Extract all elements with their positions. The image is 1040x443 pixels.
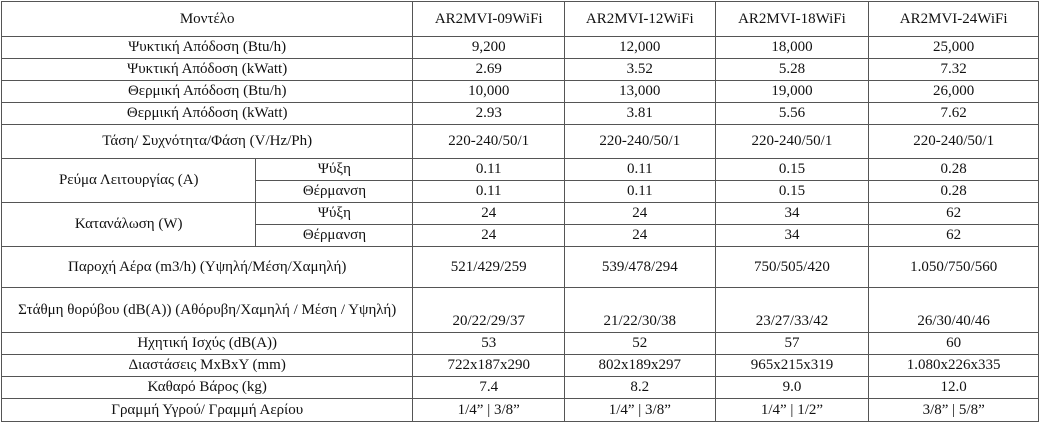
table-row-cooling-kw [2, 59, 1039, 81]
table-row-noise [2, 288, 1039, 333]
cell-value: 57 [715, 333, 869, 355]
cell-value: 5.28 [715, 59, 869, 81]
row-label: Θερμική Απόδοση (Btu/h) [2, 81, 413, 103]
table-row-heating-kw [2, 103, 1039, 125]
table-row-weight [2, 377, 1039, 399]
model-name: AR2MVI-12WiFi [565, 2, 716, 37]
cell-value: 0.15 [715, 181, 869, 203]
sub-label: Θέρμανση [256, 181, 413, 203]
cell-value: 24 [413, 203, 565, 225]
row-label: Ψυκτική Απόδοση (Btu/h) [2, 37, 413, 59]
cell-value: 24 [565, 225, 716, 247]
cell-value: 24 [413, 225, 565, 247]
cell-value: 1.080x226x335 [869, 355, 1039, 377]
table-row-dimensions [2, 355, 1039, 377]
model-name: AR2MVI-18WiFi [715, 2, 869, 37]
cell-value: 750/505/420 [715, 247, 869, 288]
cell-value: 9.0 [715, 377, 869, 399]
cell-value: 26/30/40/46 [869, 288, 1039, 333]
cell-value: 521/429/259 [413, 247, 565, 288]
cell-value: 12,000 [565, 37, 716, 59]
sub-label: Ψύξη [256, 159, 413, 181]
cell-value: 965x215x319 [715, 355, 869, 377]
cell-value: 802x189x297 [565, 355, 716, 377]
row-label: Ηχητική Ισχύς (dB(A)) [2, 333, 413, 355]
cell-value: 26,000 [869, 81, 1039, 103]
row-label: Τάση/ Συχνότητα/Φάση (V/Hz/Ph) [2, 125, 413, 159]
table-row-piping [2, 399, 1039, 422]
cell-value: 53 [413, 333, 565, 355]
row-label: Κατανάλωση (W) [2, 203, 256, 247]
header-row [2, 2, 1039, 37]
cell-value: 0.15 [715, 159, 869, 181]
cell-value: 19,000 [715, 81, 869, 103]
row-label: Θερμική Απόδοση (kWatt) [2, 103, 413, 125]
cell-value: 23/27/33/42 [715, 288, 869, 333]
cell-value: 2.69 [413, 59, 565, 81]
cell-value: 13,000 [565, 81, 716, 103]
cell-value: 3.81 [565, 103, 716, 125]
table-row-voltage [2, 125, 1039, 159]
cell-value: 8.2 [565, 377, 716, 399]
cell-value: 0.11 [413, 181, 565, 203]
cell-value: 7.32 [869, 59, 1039, 81]
row-label: Καθαρό Βάρος (kg) [2, 377, 413, 399]
cell-value: 7.4 [413, 377, 565, 399]
table-row-cooling-btu [2, 37, 1039, 59]
cell-value: 0.28 [869, 159, 1039, 181]
sub-label: Θέρμανση [256, 225, 413, 247]
cell-value: 18,000 [715, 37, 869, 59]
cell-value: 12.0 [869, 377, 1039, 399]
row-label: Γραμμή Υγρού/ Γραμμή Αερίου [2, 399, 413, 422]
row-label: Παροχή Αέρα (m3/h) (Υψηλή/Μέση/Χαμηλή) [2, 247, 413, 288]
model-header-label: Μοντέλο [2, 2, 413, 37]
table-row-current-cooling [2, 159, 1039, 181]
row-label: Διαστάσεις ΜxΒxΥ (mm) [2, 355, 413, 377]
table-row-sound-power [2, 333, 1039, 355]
table-row-airflow [2, 247, 1039, 288]
cell-value: 3.52 [565, 59, 716, 81]
cell-value: 220-240/50/1 [413, 125, 565, 159]
cell-value: 1/4” | 3/8” [413, 399, 565, 422]
cell-value: 0.11 [565, 181, 716, 203]
cell-value: 2.93 [413, 103, 565, 125]
row-label: Στάθμη θορύβου (dB(A)) (Αθόρυβη/Χαμηλή / Μέση / Υψηλή) [2, 288, 413, 333]
cell-value: 60 [869, 333, 1039, 355]
cell-value: 34 [715, 225, 869, 247]
table-row-consumption-cooling [2, 203, 1039, 225]
cell-value: 7.62 [869, 103, 1039, 125]
row-label: Ρεύμα Λειτουργίας (A) [2, 159, 256, 203]
cell-value: 9,200 [413, 37, 565, 59]
cell-value: 62 [869, 225, 1039, 247]
cell-value: 25,000 [869, 37, 1039, 59]
specifications-table [1, 1, 1039, 422]
cell-value: 34 [715, 203, 869, 225]
cell-value: 3/8” | 5/8” [869, 399, 1039, 422]
model-name: AR2MVI-09WiFi [413, 2, 565, 37]
cell-value: 10,000 [413, 81, 565, 103]
cell-value: 24 [565, 203, 716, 225]
cell-value: 220-240/50/1 [715, 125, 869, 159]
cell-value: 20/22/29/37 [413, 288, 565, 333]
cell-value: 0.11 [565, 159, 716, 181]
cell-value: 1.050/750/560 [869, 247, 1039, 288]
cell-value: 5.56 [715, 103, 869, 125]
cell-value: 220-240/50/1 [565, 125, 716, 159]
cell-value: 1/4” | 3/8” [565, 399, 716, 422]
cell-value: 62 [869, 203, 1039, 225]
cell-value: 21/22/30/38 [565, 288, 716, 333]
cell-value: 220-240/50/1 [869, 125, 1039, 159]
model-name: AR2MVI-24WiFi [869, 2, 1039, 37]
row-label: Ψυκτική Απόδοση (kWatt) [2, 59, 413, 81]
sub-label: Ψύξη [256, 203, 413, 225]
cell-value: 0.28 [869, 181, 1039, 203]
cell-value: 0.11 [413, 159, 565, 181]
cell-value: 1/4” | 1/2” [715, 399, 869, 422]
cell-value: 539/478/294 [565, 247, 716, 288]
cell-value: 722x187x290 [413, 355, 565, 377]
cell-value: 52 [565, 333, 716, 355]
table-row-heating-btu [2, 81, 1039, 103]
